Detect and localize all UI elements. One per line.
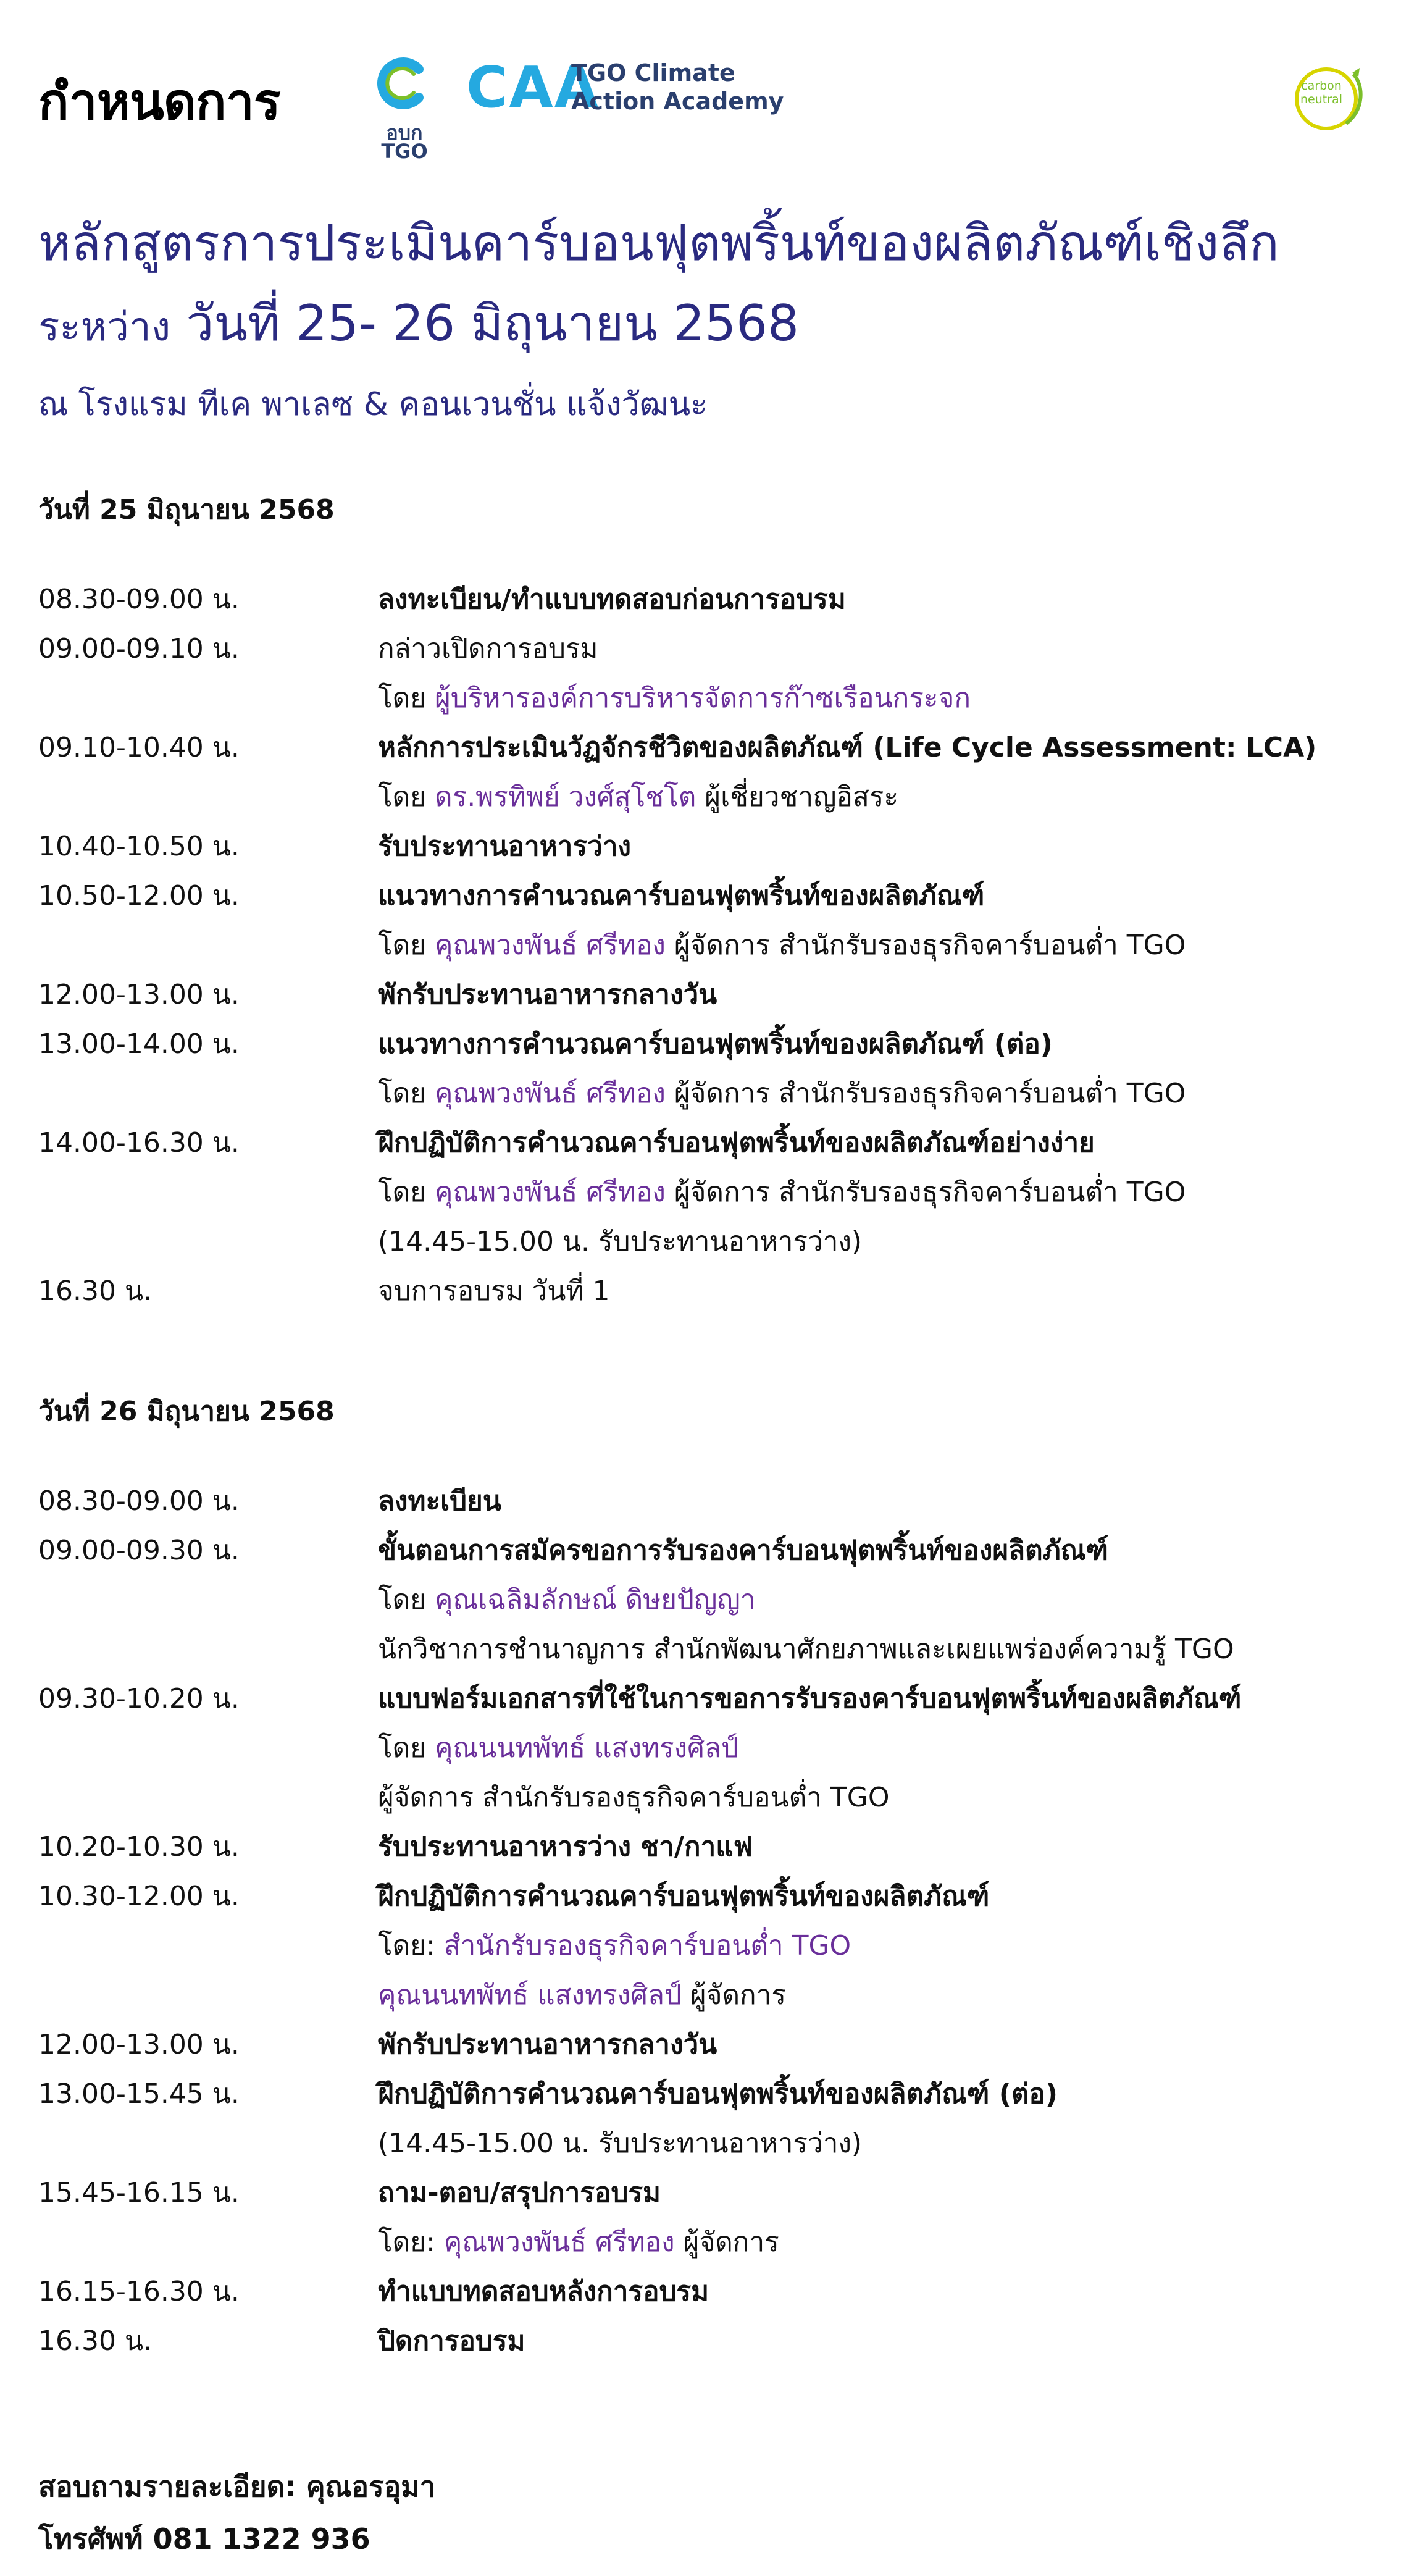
speaker-name: คุณพวงพันธ์ ศรีทอง — [443, 2226, 675, 2258]
speaker-role: ผู้จัดการ สำนักรับรองธุรกิจคาร์บอนต่ำ TGO — [674, 1177, 1186, 1208]
schedule-time: 13.00-15.45 น. — [38, 2078, 240, 2110]
schedule-time: 12.00-13.00 น. — [38, 2029, 240, 2060]
schedule-activity: ฝึกปฏิบัติการคำนวณคาร์บอนฟุตพริ้นท์ของผลิตภัณฑ์ — [378, 1881, 990, 1912]
schedule-activity: พักรับประทานอาหารกลางวัน — [378, 2029, 717, 2060]
schedule-time: 15.45-16.15 น. — [38, 2177, 240, 2209]
schedule-speaker: โดย ดร.พรทิพย์ วงศ์สุโชโต ผู้เชี่ยวชาญอิสระ — [378, 781, 899, 813]
schedule-speaker — [378, 1973, 786, 2016]
schedule-time: 16.30 น. — [38, 2325, 153, 2357]
schedule-activity: แนวทางการคำนวณคาร์บอนฟุตพริ้นท์ของผลิตภัณฑ์ (ต่อ) — [378, 1028, 1053, 1060]
speaker-role: ผู้จัดการ สำนักรับรองธุรกิจคาร์บอนต่ำ TGO — [378, 1782, 890, 1813]
speaker-name: คุณนนทพัทธ์ แสงทรงศิลป์ — [435, 1732, 738, 1764]
caa-logo-subtitle: TGO Climate Action Academy — [571, 59, 784, 115]
schedule-activity: ฝึกปฏิบัติการคำนวณคาร์บอนฟุตพริ้นท์ของผลิตภัณฑ์ (ต่อ) — [378, 2078, 1058, 2110]
schedule-time: 10.40-10.50 น. — [38, 831, 240, 862]
speaker-role: ผู้จัดการ — [690, 1979, 787, 2011]
schedule-activity: ทำแบบทดสอบหลังการอบรม — [378, 2276, 709, 2307]
schedule-time: 12.00-13.00 น. — [38, 979, 240, 1010]
speaker-role: ผู้จัดการ สำนักรับรองธุรกิจคาร์บอนต่ำ TGO — [674, 929, 1186, 961]
speaker-role: นักวิชาการชำนาญการ สำนักพัฒนาศักยภาพและเผยแพร่องค์ความรู้ TGO — [378, 1634, 1234, 1665]
course-period — [38, 284, 799, 363]
schedule-activity: ปิดการอบรม — [378, 2325, 525, 2357]
schedule-activity: จบการอบรม วันที่ 1 — [378, 1275, 610, 1307]
speaker-name: ดร.พรทิพย์ วงศ์สุโชโต — [435, 781, 696, 813]
day2-heading: วันที่ 26 มิถุนายน 2568 — [38, 1396, 335, 1427]
schedule-time: 09.00-09.30 น. — [38, 1535, 240, 1566]
schedule-speaker: โดย คุณเฉลิมลักษณ์ ดิษยปัญญา — [378, 1584, 756, 1616]
speaker-role: ผู้จัดการ — [683, 2226, 779, 2258]
schedule-time: 09.00-09.10 น. — [38, 633, 240, 665]
schedule-speaker: โดย: คุณพวงพันธ์ ศรีทอง ผู้จัดการ — [378, 2226, 779, 2258]
tgo-c-icon — [375, 56, 431, 111]
schedule-speaker: โดย: สำนักรับรองธุรกิจคาร์บอนต่ำ TGO — [378, 1930, 851, 1961]
speaker-role: ผู้เชี่ยวชาญอิสระ — [705, 781, 899, 813]
speaker-name: สำนักรับรองธุรกิจคาร์บอนต่ำ TGO — [443, 1930, 851, 1961]
schedule-speaker: โดย ผู้บริหารองค์การบริหารจัดการก๊าซเรือนกระจก — [378, 682, 971, 714]
schedule-activity: รับประทานอาหารว่าง ชา/กาแฟ — [378, 1831, 753, 1863]
course-venue: ณ โรงแรม ทีเค พาเลซ & คอนเวนชั่น แจ้งวัฒนะ — [38, 386, 708, 423]
schedule-time: 10.20-10.30 น. — [38, 1831, 240, 1863]
schedule-activity: หลักการประเมินวัฏจักรชีวิตของผลิตภัณฑ์ (Life Cycle Assessment: LCA) — [378, 732, 1317, 763]
speaker-role: ผู้จัดการ สำนักรับรองธุรกิจคาร์บอนต่ำ TGO — [674, 1078, 1186, 1109]
schedule-activity: ฝึกปฏิบัติการคำนวณคาร์บอนฟุตพริ้นท์ของผลิตภัณฑ์อย่างง่าย — [378, 1127, 1095, 1159]
speaker-name: ผู้บริหารองค์การบริหารจัดการก๊าซเรือนกระจก — [435, 682, 971, 714]
schedule-activity: ถาม-ตอบ/สรุปการอบรม — [378, 2177, 661, 2209]
schedule-note: (14.45-15.00 น. รับประทานอาหารว่าง) — [378, 2128, 863, 2159]
schedule-time: 08.30-09.00 น. — [38, 1485, 240, 1517]
schedule-time: 10.50-12.00 น. — [38, 880, 240, 912]
schedule-activity: ลงทะเบียน — [378, 1485, 501, 1517]
schedule-activity: พักรับประทานอาหารกลางวัน — [378, 979, 717, 1010]
schedule-activity: ขั้นตอนการสมัครขอการรับรองคาร์บอนฟุตพริ้นท์ของผลิตภัณฑ์ — [378, 1535, 1109, 1566]
schedule-time: 09.10-10.40 น. — [38, 732, 240, 763]
course-title: หลักสูตรการประเมินคาร์บอนฟุตพริ้นท์ของผลิตภัณฑ์เชิงลึก — [38, 214, 1279, 272]
header — [0, 0, 1422, 185]
period-prefix: ระหว่าง — [38, 304, 171, 350]
caa-logo: CAA — [466, 54, 600, 120]
speaker-name: คุณพวงพันธ์ ศรีทอง — [435, 1177, 666, 1208]
schedule-activity: แบบฟอร์มเอกสารที่ใช้ในการขอการรับรองคาร์บอนฟุตพริ้นท์ของผลิตภัณฑ์ — [378, 1683, 1242, 1714]
schedule-speaker: โดย คุณพวงพันธ์ ศรีทอง ผู้จัดการ สำนักรับรองธุรกิจคาร์บอนต่ำ TGO — [378, 1078, 1186, 1109]
schedule-time: 14.00-16.30 น. — [38, 1127, 240, 1159]
schedule-activity: รับประทานอาหารว่าง — [378, 831, 631, 862]
schedule-time: 09.30-10.20 น. — [38, 1683, 240, 1714]
speaker-name: คุณเฉลิมลักษณ์ ดิษยปัญญา — [435, 1584, 756, 1616]
contact-info: สอบถามรายละเอียด: คุณอรอุมา — [38, 2470, 436, 2503]
period-dates: วันที่ 25- 26 มิถุนายน 2568 — [186, 295, 799, 352]
schedule-activity: กล่าวเปิดการอบรม — [378, 633, 598, 665]
schedule-speaker: โดย คุณนนทพัทธ์ แสงทรงศิลป์ — [378, 1732, 738, 1764]
day1-heading: วันที่ 25 มิถุนายน 2568 — [38, 494, 335, 526]
schedule-speaker: โดย คุณพวงพันธ์ ศรีทอง ผู้จัดการ สำนักรับรองธุรกิจคาร์บอนต่ำ TGO — [378, 929, 1186, 961]
schedule-speaker: โดย คุณพวงพันธ์ ศรีทอง ผู้จัดการ สำนักรับรองธุรกิจคาร์บอนต่ำ TGO — [378, 1177, 1186, 1208]
carbon-neutral-text: carbon neutral — [1300, 79, 1342, 106]
schedule-time: 16.15-16.30 น. — [38, 2276, 240, 2307]
schedule-time: 08.30-09.00 น. — [38, 584, 240, 615]
schedule-activity: ลงทะเบียน/ทำแบบทดสอบก่อนการอบรม — [378, 584, 846, 615]
tgo-logo-text: อบก TGO — [381, 121, 428, 163]
schedule-activity: แนวทางการคำนวณคาร์บอนฟุตพริ้นท์ของผลิตภัณฑ์ — [378, 880, 985, 912]
schedule-time: 10.30-12.00 น. — [38, 1881, 240, 1912]
schedule-note: (14.45-15.00 น. รับประทานอาหารว่าง) — [378, 1226, 863, 1257]
speaker-name: คุณพวงพันธ์ ศรีทอง — [435, 1078, 666, 1109]
schedule-time: 16.30 น. — [38, 1275, 153, 1307]
tgo-logo — [370, 56, 438, 163]
contact-phone: โทรศัพท์ 081 1322 936 — [38, 2522, 370, 2556]
schedule-time: 13.00-14.00 น. — [38, 1028, 240, 1060]
speaker-name: คุณนนทพัทธ์ แสงทรงศิลป์ — [378, 1979, 682, 2011]
speaker-name: คุณพวงพันธ์ ศรีทอง — [435, 929, 666, 961]
page-title: กำหนดการ — [38, 73, 280, 132]
